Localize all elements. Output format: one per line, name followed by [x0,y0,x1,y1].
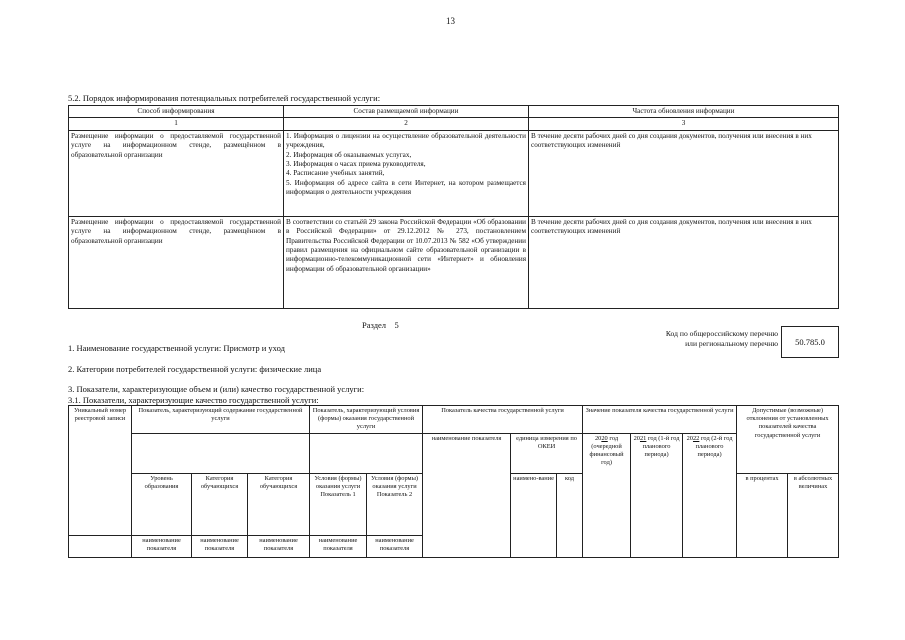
content-cell: В соответствии со статьёй 29 закона Российской Федерации «Об образовании в Российской Федерации» от 29.12.2012 № 273, постановлением Правительства Российской Федерации от 10.07.2013 № 582 «Об утверждении правил размещения на официальном сайте образовательной организации в информационно-телекоммуникационной сети «Интернет» и обновления информации об образовательной организации» [284,216,529,308]
header-condition-1: Условия (формы) оказания услуги Показатель 1 [310,473,367,535]
content-cell: 1. Информация о лицензии на осуществление образовательной деятельности учреждения, 2. Информация об оказываемых услугах, 3. Информация о часах приема руководителя, 4. Расписание учебных занятий, 5. Информация об адресе сайта в сети Интернет, на котором размещается информация о деятельности учреждения [284,130,529,216]
year-prefix: 20 [594,434,602,442]
year-label: год (очередной финансовый год) [589,434,624,467]
header-absolute: в абсолютных величинах [788,473,839,557]
header-unit-name: наимено-вание [511,473,557,557]
header-indicator-name: наименование показателя [423,433,511,557]
header-year-2 [631,433,683,557]
table-row [69,130,839,216]
year-prefix: 20 [633,434,640,442]
year-label: год (2-й год планового периода) [695,434,733,459]
section-5-2-heading: 5.2. Порядок информирования потенциальных потребителей государственной услуги: [68,93,381,103]
section-number: 5 [394,320,399,330]
header-year-1 [583,433,631,557]
section-label: Раздел [362,320,387,330]
header-condition-2: Условия (формы) оказания услуги Показатель 2 [367,473,423,535]
empty-cell [310,433,423,473]
method-cell: Размещение информации о предоставляемой государственной услуге на информационном стенде, размещённом в образовательной организации [69,216,284,308]
header-quality-value: Значение показателя качества государственной услуги [583,406,737,434]
header-content: Состав размещаемой информации [284,106,529,118]
header-unit: единица измерения по ОКЕИ [511,433,583,473]
table-header-row [69,106,839,118]
indicators-heading: 3. Показатели, характеризующие объем и (или) качество государственной услуги: [68,384,365,394]
col-number: 2 [284,118,529,130]
year-number: 20 [601,434,608,442]
header-unique-number: Уникальный номер реестровой записи [69,406,132,536]
header-category: Категория обучающихся [248,473,310,535]
section-title [362,320,399,330]
year-number: 22 [692,434,700,442]
subheader-indicator-name: наименование показателя [248,535,310,557]
service-name: 1. Наименование государственной услуги: Присмотр и уход [68,343,285,353]
code-label: Код по общероссийскому перечню или региональному перечню [665,329,778,348]
quality-table [68,405,839,558]
header-level: Уровень образования [132,473,192,535]
header-year-3 [683,433,737,557]
header-deviation: Допустимые (возможные) отклонения от установленных показателей качества государственной услуги [737,406,839,474]
header-content-indicator: Показатель, характеризующий содержание государственной услуги [132,406,310,434]
subheader-indicator-name: наименование показателя [192,535,248,557]
subheader-indicator-name: наименование показателя [132,535,192,557]
code-value: 50.785.0 [781,326,839,358]
empty-cell [132,433,310,473]
header-frequency: Частота обновления информации [529,106,839,118]
subheader-indicator-name: наименование показателя [310,535,367,557]
header-quality-indicator: Показатель качества государственной услуги [423,406,583,434]
table-header-row [69,433,839,473]
frequency-cell: В течение десяти рабочих дней со дня создания документов, получения или внесения в них соответствующих изменений [529,216,839,308]
table-number-row [69,118,839,130]
year-number: 21 [639,434,647,442]
header-unit-code: код [557,473,583,557]
header-category: Категория обучающихся [192,473,248,535]
year-prefix: 20 [686,434,693,442]
header-conditions-indicator: Показатель, характеризующий условия (формы) оказания государственной услуги [310,406,423,434]
page-number: 13 [446,16,455,26]
consumer-categories: 2. Категории потребителей государственной услуги: физические лица [68,364,322,374]
table-row [69,216,839,308]
header-percent: в процентах [737,473,788,557]
empty-cell [69,535,132,557]
table-header-row [69,406,839,434]
header-method: Способ информирования [69,106,284,118]
informing-table [68,105,839,309]
year-label: год (1-й год планового периода) [642,434,680,459]
frequency-cell: В течение десяти рабочих дней со дня создания документов, получения или внесения в них соответствующих изменений [529,130,839,216]
method-cell: Размещение информации о предоставляемой государственной услуге на информационном стенде, размещённом в образовательной организации [69,130,284,216]
quality-indicators-heading: 3.1. Показатели, характеризующие качество государственной услуги: [68,395,319,405]
subheader-indicator-name: наименование показателя [367,535,423,557]
col-number: 3 [529,118,839,130]
col-number: 1 [69,118,284,130]
